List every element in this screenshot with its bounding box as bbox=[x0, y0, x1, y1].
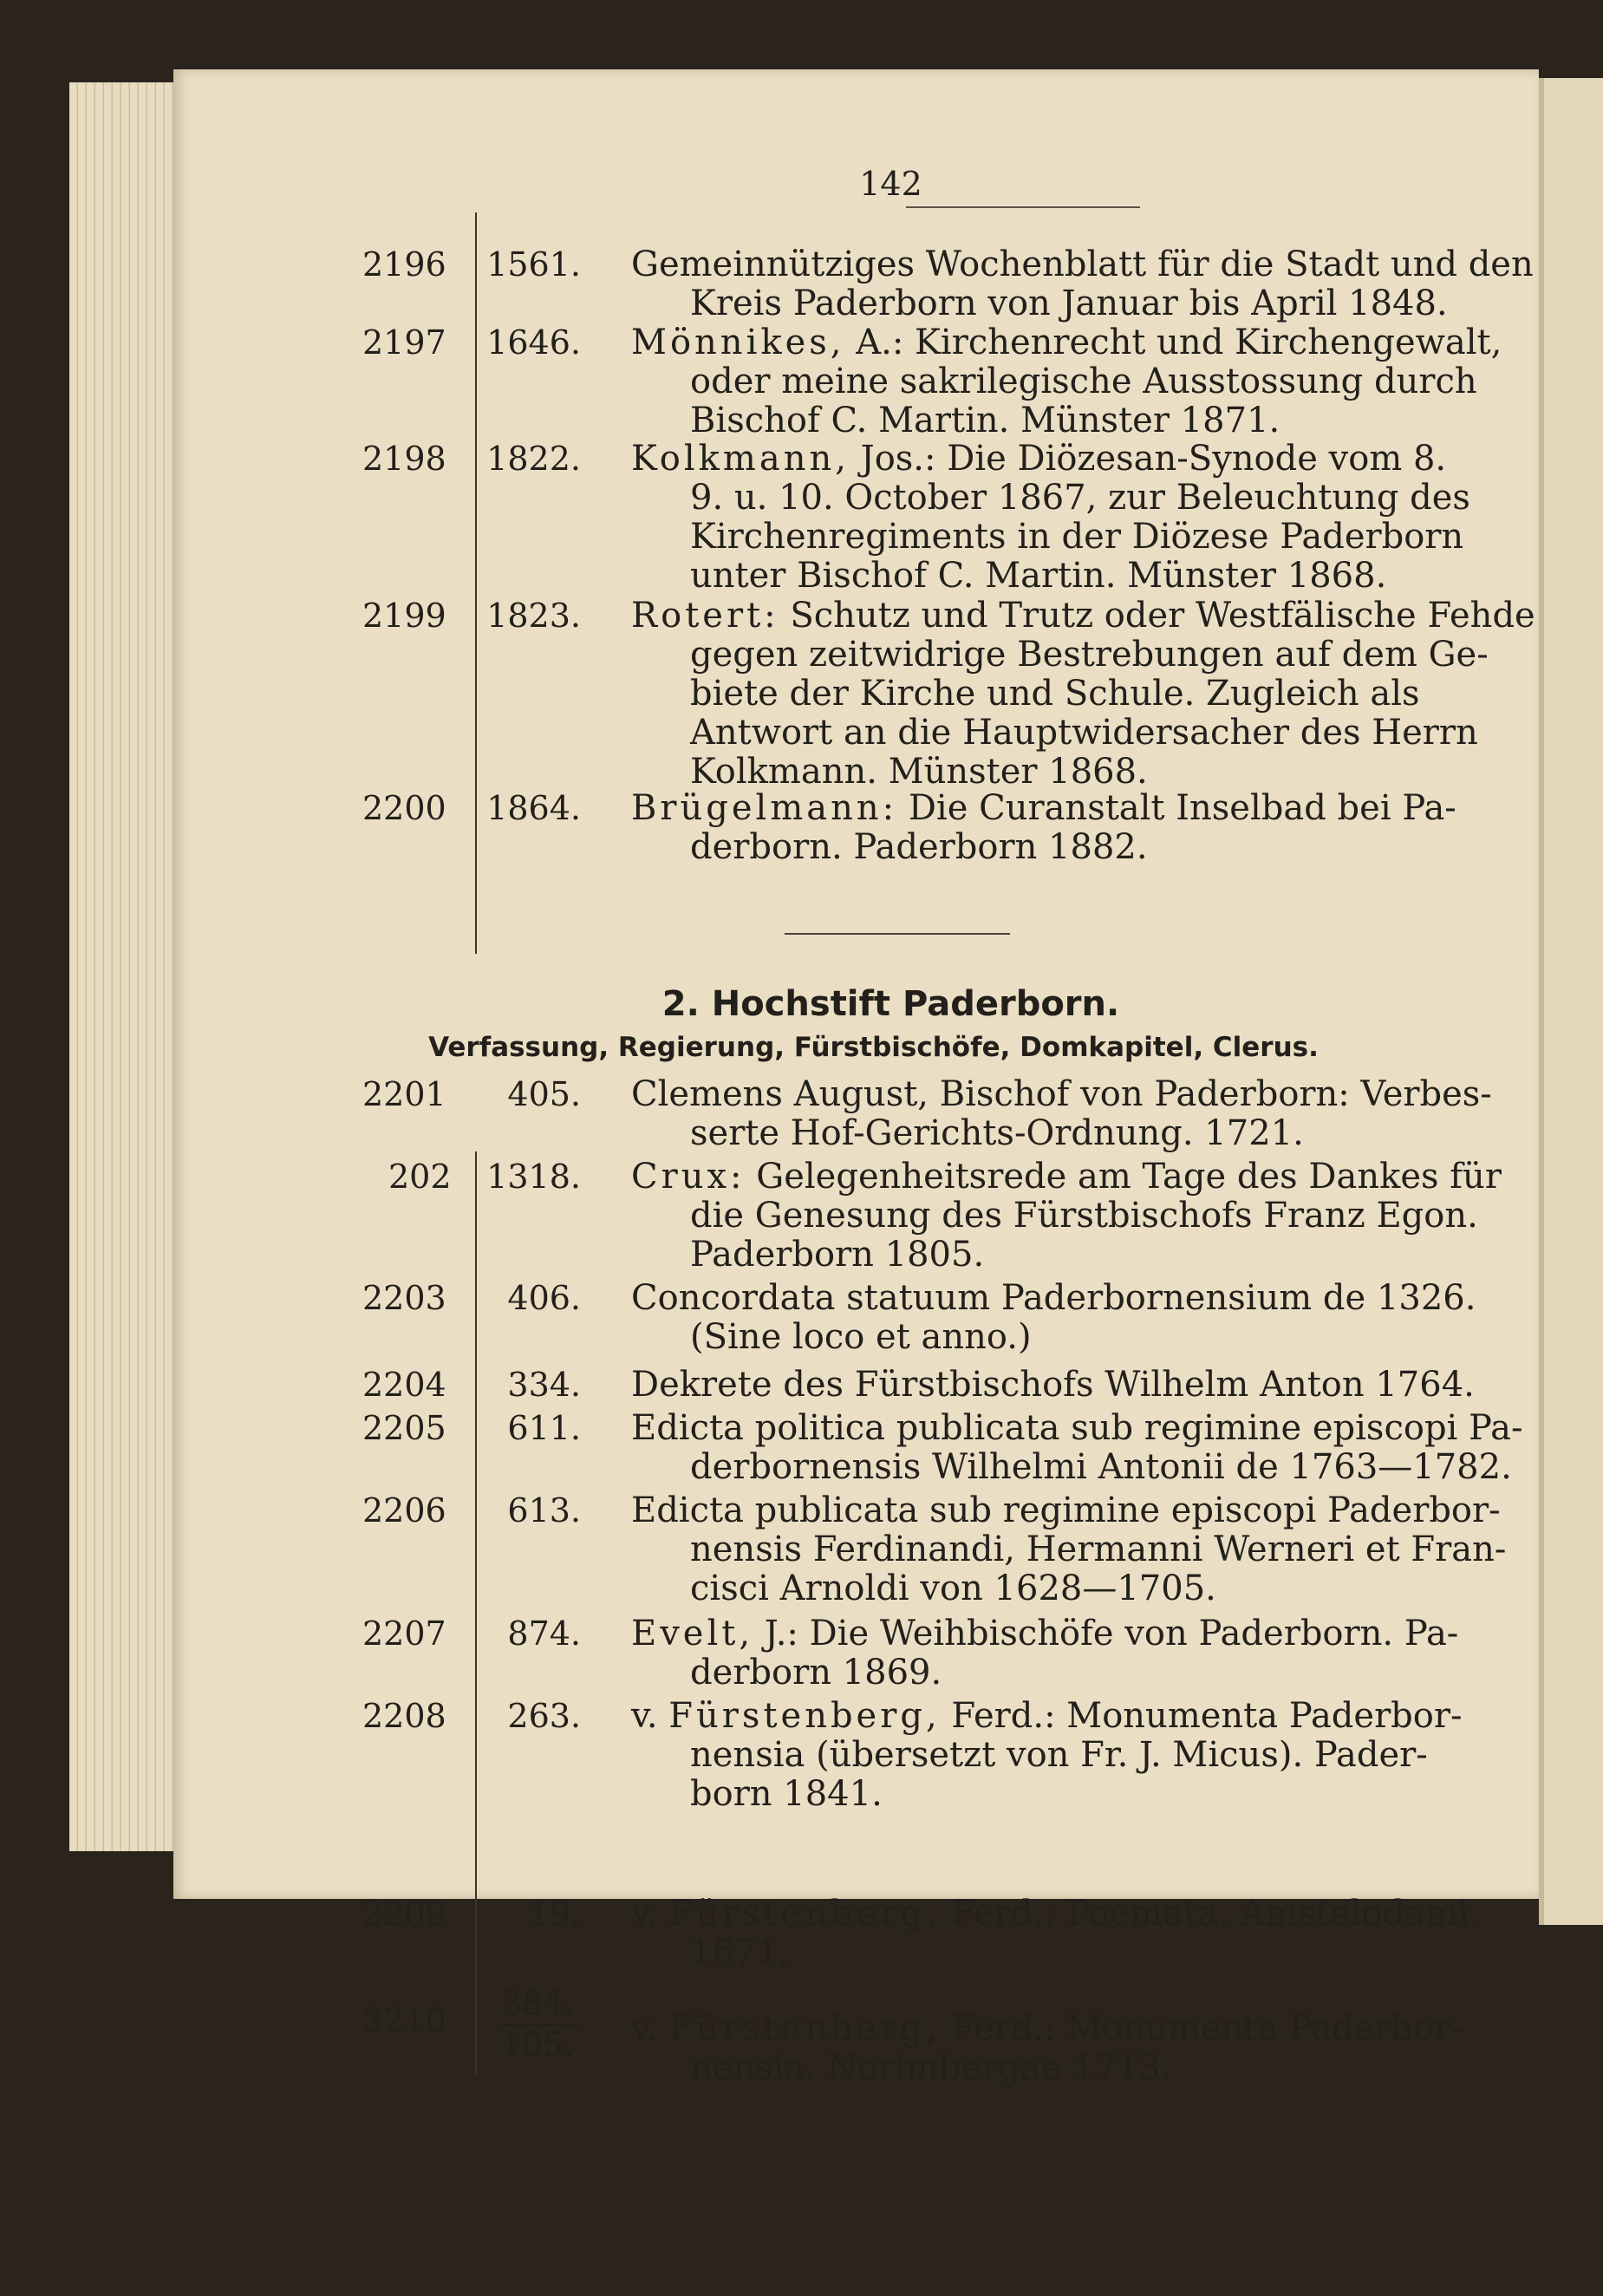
entry-line: biete der Kirche und Schule. Zugleich als bbox=[690, 674, 1420, 714]
entry-line bbox=[631, 323, 1602, 362]
entry-line bbox=[631, 597, 1602, 636]
entry-number: 2208 bbox=[362, 1697, 446, 1735]
entry-line: derborn 1869. bbox=[690, 1653, 942, 1693]
shelf-mark: 1823. bbox=[486, 597, 581, 635]
entry-line bbox=[631, 2010, 1602, 2049]
entry-line: (Sine loco et anno.) bbox=[690, 1317, 1032, 1357]
book-page bbox=[173, 69, 1539, 2088]
entry-line-rest: Jos.: Die Diözesan-Synode vom 8. bbox=[849, 439, 1447, 479]
entry-text bbox=[631, 1279, 1602, 1357]
entry-line: Bischof C. Martin. Münster 1871. bbox=[690, 401, 1280, 440]
entry-line: Dekrete des Fürstbischofs Wilhelm Anton 1764. bbox=[631, 1365, 1475, 1405]
entry-line-rest: Ferd.: Monumenta Paderbor- bbox=[940, 2009, 1463, 2049]
entry-line: nensia. Norimbergae 1713. bbox=[690, 2048, 1172, 2088]
entry-text bbox=[631, 323, 1602, 440]
entry-line: oder meine sakrilegische Ausstossung durch bbox=[690, 362, 1477, 401]
entry-text bbox=[631, 245, 1602, 323]
shelf-mark: 874. bbox=[507, 1614, 581, 1653]
entry-line: Antwort an die Hauptwidersacher des Herrn bbox=[690, 713, 1478, 753]
shelf-mark-denominator: 105. bbox=[500, 2025, 575, 2064]
entry-line bbox=[631, 1697, 1602, 1736]
entry-text bbox=[631, 1158, 1602, 1275]
entry-line-rest: A.: Kirchenrecht und Kirchengewalt, bbox=[844, 323, 1502, 362]
entry-prefix: v. bbox=[631, 2009, 669, 2049]
entry-text bbox=[631, 789, 1602, 867]
author-name: Fürstenberg, bbox=[668, 1696, 941, 1736]
entry-text bbox=[631, 2010, 1602, 2088]
entry-line: Edicta politica publicata sub regimine episcopi Pa- bbox=[631, 1408, 1523, 1448]
section-divider bbox=[785, 933, 1010, 935]
entry-text bbox=[631, 1895, 1602, 1973]
entry-text bbox=[631, 1614, 1602, 1693]
entry-number: 2207 bbox=[362, 1614, 446, 1653]
shelf-mark: 1864. bbox=[486, 789, 581, 827]
entry-line: derbornensis Wilhelmi Antonii de 1763—1782. bbox=[690, 1447, 1512, 1487]
author-name: Brügelmann: bbox=[631, 788, 898, 828]
shelf-mark: 334. bbox=[507, 1366, 581, 1404]
entry-number: 2210 bbox=[362, 2001, 446, 2039]
entry-text bbox=[631, 1409, 1602, 1487]
entry-text bbox=[631, 1075, 1602, 1153]
entry-line: Gemeinnütziges Wochenblatt für die Stadt und den bbox=[631, 245, 1534, 284]
page-number-rule bbox=[906, 206, 1140, 208]
entry-line: Edicta publicata sub regimine episcopi Paderbor- bbox=[631, 1490, 1501, 1530]
entry-line-rest: J.: Die Weihbischöfe von Paderborn. Pa- bbox=[753, 1614, 1459, 1654]
author-name: Crux: bbox=[631, 1157, 746, 1197]
entry-line bbox=[631, 440, 1602, 479]
entry-number: 2198 bbox=[362, 440, 446, 478]
entry-line: Clemens August, Bischof von Paderborn: Verbes- bbox=[631, 1074, 1492, 1114]
entry-number: 2205 bbox=[362, 1409, 446, 1447]
entry-line: die Genesung des Fürstbischofs Franz Egon. bbox=[690, 1196, 1478, 1236]
entry-line-rest: Ferd.: Poemata. Amstelodami. bbox=[940, 1894, 1481, 1934]
entry-line: Kreis Paderborn von Januar bis April 1848. bbox=[690, 284, 1448, 323]
author-name: Kolkmann, bbox=[631, 439, 850, 479]
entry-number: 2199 bbox=[362, 597, 446, 635]
entry-line bbox=[631, 789, 1602, 828]
shelf-mark: 1822. bbox=[486, 440, 581, 478]
page-edges bbox=[69, 82, 191, 1851]
shelf-mark: 405. bbox=[507, 1075, 581, 1113]
entry-number: 2204 bbox=[362, 1366, 446, 1404]
entry-number: 2196 bbox=[362, 245, 446, 284]
entry-line: nensia (übersetzt von Fr. J. Micus). Pader- bbox=[690, 1735, 1428, 1775]
entry-line-rest: Ferd.: Monumenta Paderbor- bbox=[940, 1696, 1463, 1736]
entry-prefix: v. bbox=[631, 1894, 669, 1934]
section-subheading: Verfassung, Regierung, Fürstbischöfe, Domkapitel, Clerus. bbox=[428, 1032, 1319, 1063]
entry-text bbox=[631, 1697, 1602, 1814]
entry-number: 2200 bbox=[362, 789, 446, 827]
entry-line: derborn. Paderborn 1882. bbox=[690, 827, 1148, 867]
entry-line: Kirchenregiments in der Diözese Paderborn bbox=[690, 517, 1464, 557]
author-name: Evelt, bbox=[631, 1614, 754, 1654]
author-name: Rotert: bbox=[631, 596, 779, 636]
entry-line: 9. u. 10. October 1867, zur Beleuchtung des bbox=[690, 478, 1470, 518]
author-name: Fürstenberg, bbox=[668, 1894, 941, 1934]
shelf-mark-numerator: 384. bbox=[500, 1984, 575, 2022]
entry-number: 202 bbox=[388, 1158, 452, 1196]
entry-number: 2201 bbox=[362, 1075, 446, 1113]
shelf-mark: 1318. bbox=[486, 1158, 581, 1196]
entry-number: 2206 bbox=[362, 1491, 446, 1530]
section-heading: 2. Hochstift Paderborn. bbox=[661, 984, 1120, 1024]
entry-line: Concordata statuum Paderbornensium de 1326. bbox=[631, 1278, 1476, 1318]
entry-line bbox=[631, 1614, 1602, 1654]
entry-text bbox=[631, 1491, 1602, 1608]
entry-number: 2209 bbox=[362, 1895, 446, 1933]
entry-line-rest: Die Curanstalt Inselbad bei Pa- bbox=[897, 788, 1456, 828]
entry-line: unter Bischof C. Martin. Münster 1868. bbox=[690, 556, 1387, 596]
shelf-mark: 263. bbox=[507, 1697, 581, 1735]
entry-line: born 1841. bbox=[690, 1774, 883, 1814]
entry-text bbox=[631, 597, 1602, 792]
shelf-mark: 406. bbox=[507, 1279, 581, 1317]
entry-number: 2203 bbox=[362, 1279, 446, 1317]
entry-prefix: v. bbox=[631, 1696, 669, 1736]
entry-line: cisci Arnoldi von 1628—1705. bbox=[690, 1569, 1216, 1608]
entry-line: Paderborn 1805. bbox=[690, 1235, 985, 1275]
entry-line: serte Hof-Gerichts-Ordnung. 1721. bbox=[690, 1113, 1304, 1153]
author-name: Fürstenberg, bbox=[668, 2009, 941, 2049]
page-number: 142 bbox=[859, 165, 922, 203]
entry-line: 1671. bbox=[690, 1933, 790, 1973]
shelf-mark: 613. bbox=[507, 1491, 581, 1530]
shelf-mark: 611. bbox=[507, 1409, 581, 1447]
entry-line bbox=[631, 1158, 1602, 1197]
shelf-mark: 1561. bbox=[486, 245, 581, 284]
entry-number: 2197 bbox=[362, 323, 446, 362]
author-name: Mönnikes, bbox=[631, 323, 845, 362]
entry-text bbox=[631, 1366, 1602, 1405]
entry-line-rest: Schutz und Trutz oder Westfälische Fehde bbox=[779, 596, 1535, 636]
entry-line: nensis Ferdinandi, Hermanni Werneri et Fran- bbox=[690, 1530, 1507, 1569]
shelf-mark: 19. bbox=[528, 1895, 581, 1933]
entry-line bbox=[631, 1895, 1602, 1934]
shelf-mark: 1646. bbox=[486, 323, 581, 362]
entry-line: Kolkmann. Münster 1868. bbox=[690, 752, 1148, 792]
entry-text bbox=[631, 440, 1602, 596]
entry-line-rest: Gelegenheitsrede am Tage des Dankes für bbox=[745, 1157, 1502, 1197]
entry-line: gegen zeitwidrige Bestrebungen auf dem Ge- bbox=[690, 635, 1489, 675]
